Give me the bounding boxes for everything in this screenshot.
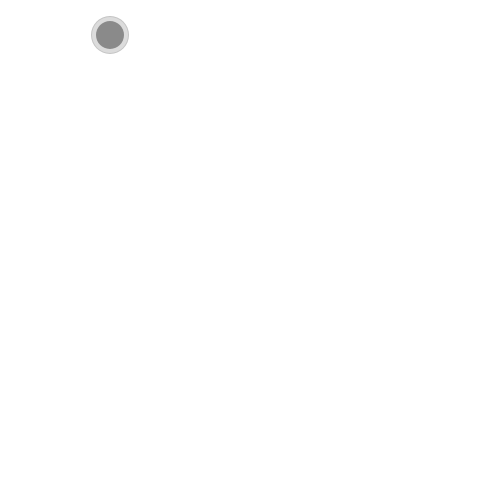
page-number-badge [96,21,124,49]
